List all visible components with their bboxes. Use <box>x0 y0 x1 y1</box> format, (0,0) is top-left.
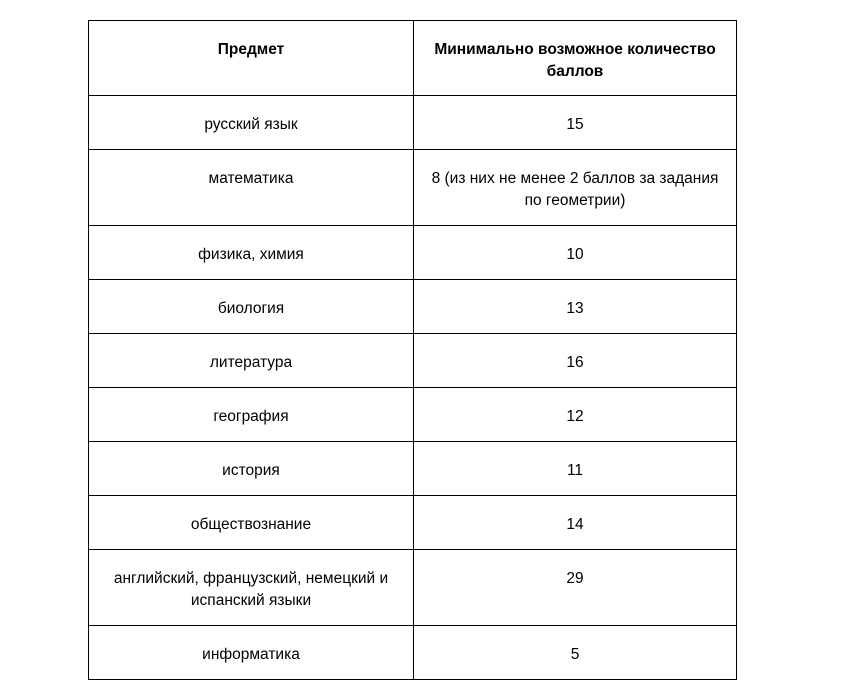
subject-cell: физика, химия <box>89 226 414 280</box>
score-cell: 13 <box>414 280 737 334</box>
table-row <box>89 150 737 226</box>
subject-cell: обществознание <box>89 496 414 550</box>
header-min-score: Минимально возможное количество баллов <box>414 21 737 96</box>
subject-cell: английский, французский, немецкий и испанский языки <box>89 550 414 626</box>
score-cell: 16 <box>414 334 737 388</box>
table-header-row <box>89 21 737 96</box>
table-row <box>89 226 737 280</box>
subject-cell: география <box>89 388 414 442</box>
subject-cell: история <box>89 442 414 496</box>
header-subject: Предмет <box>89 21 414 96</box>
score-cell: 5 <box>414 626 737 680</box>
score-cell: 12 <box>414 388 737 442</box>
subject-cell: информатика <box>89 626 414 680</box>
score-cell: 10 <box>414 226 737 280</box>
table-row <box>89 334 737 388</box>
score-cell: 8 (из них не менее 2 баллов за задания по геометрии) <box>414 150 737 226</box>
table-row <box>89 280 737 334</box>
table-row <box>89 388 737 442</box>
score-cell: 15 <box>414 96 737 150</box>
subject-cell: биология <box>89 280 414 334</box>
subject-cell: литература <box>89 334 414 388</box>
score-cell: 29 <box>414 550 737 626</box>
score-cell: 14 <box>414 496 737 550</box>
subject-cell: математика <box>89 150 414 226</box>
table-row <box>89 96 737 150</box>
table-row <box>89 442 737 496</box>
score-cell: 11 <box>414 442 737 496</box>
subject-cell: русский язык <box>89 96 414 150</box>
table-row <box>89 626 737 680</box>
min-scores-table <box>88 20 737 680</box>
table-row <box>89 496 737 550</box>
table-row <box>89 550 737 626</box>
